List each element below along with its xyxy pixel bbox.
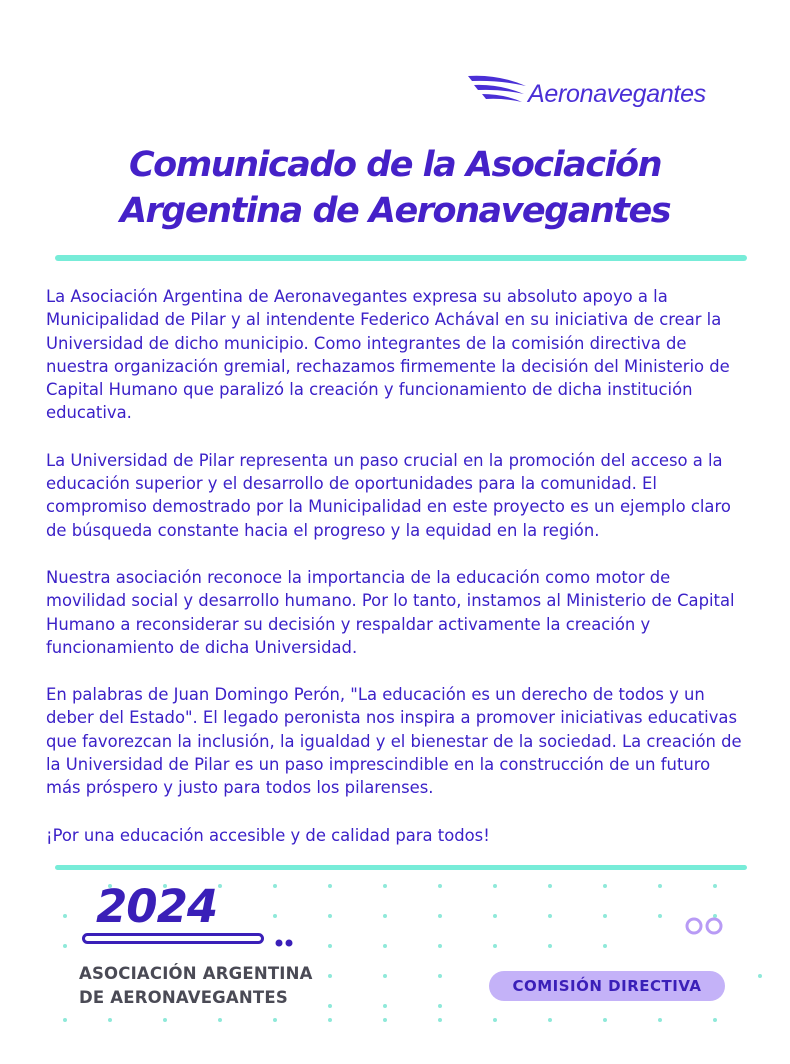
org-line-2: DE AERONAVEGANTES: [79, 988, 288, 1007]
paragraph-3: Nuestra asociación reconoce la importancia de la educación como motor de movilidad social y desarrollo humano. Por lo tanto, instamos al Ministerio de Capital Humano a reconsiderar su decisión y respaldar activamente la creación y funcionamiento de dicha Universidad.: [46, 567, 735, 657]
double-dot-icon: [275, 938, 299, 948]
paragraph-2: La Universidad de Pilar representa un paso crucial en la promoción del acceso a la educación superior y el desarrollo de oportunidades para la comunidad. El compromiso demostrado por la Municipalidad en este proyecto es un ejemplo claro de búsqueda constante hacia el progreso y la equidad en la región.: [46, 450, 731, 540]
paragraph-4: En palabras de Juan Domingo Perón, "La educación es un derecho de todos y un deber del Estado". El legado peronista nos inspira a promover iniciativas educativas que favorezcan la inclusión, la igualdad y el bienestar de la sociedad. La creación de la Universidad de Pilar es un paso imprescindible en la construcción de un futuro más próspero y justo para todos los pilarenses.: [46, 685, 742, 798]
double-circle-icon: [684, 916, 726, 936]
page-title: [0, 142, 790, 234]
aeronavegantes-logo: [466, 68, 716, 112]
title-line-2: Argentina de Aeronavegantes: [119, 191, 671, 231]
title-line-1: Comunicado de la Asociación: [129, 145, 661, 185]
statement-body: [46, 285, 746, 871]
paragraph-1: La Asociación Argentina de Aeronavegantes expresa su absoluto apoyo a la Municipalidad de Pilar y al intendente Federico Achával en su iniciativa de crear la Universidad de dicho municipio. Como integrantes de la comisión directiva de nuestra organización gremial, rechazamos firmemente la decisión del Ministerio de Capital Humano que paralizó la creación y funcionamiento de dicha institución educativa.: [46, 287, 730, 423]
commission-badge: COMISIÓN DIRECTIVA: [489, 971, 725, 1001]
closing-line: ¡Por una educación accesible y de calidad para todos!: [46, 825, 490, 845]
wings-swoosh-icon: [466, 72, 528, 108]
organization-name: [79, 962, 313, 1010]
org-line-1: ASOCIACIÓN ARGENTINA: [79, 964, 313, 983]
year-underline-bar: [82, 933, 264, 944]
logo-text: Aeronavegantes: [528, 80, 706, 108]
title-divider: [55, 255, 747, 261]
year-label: 2024: [96, 880, 218, 933]
